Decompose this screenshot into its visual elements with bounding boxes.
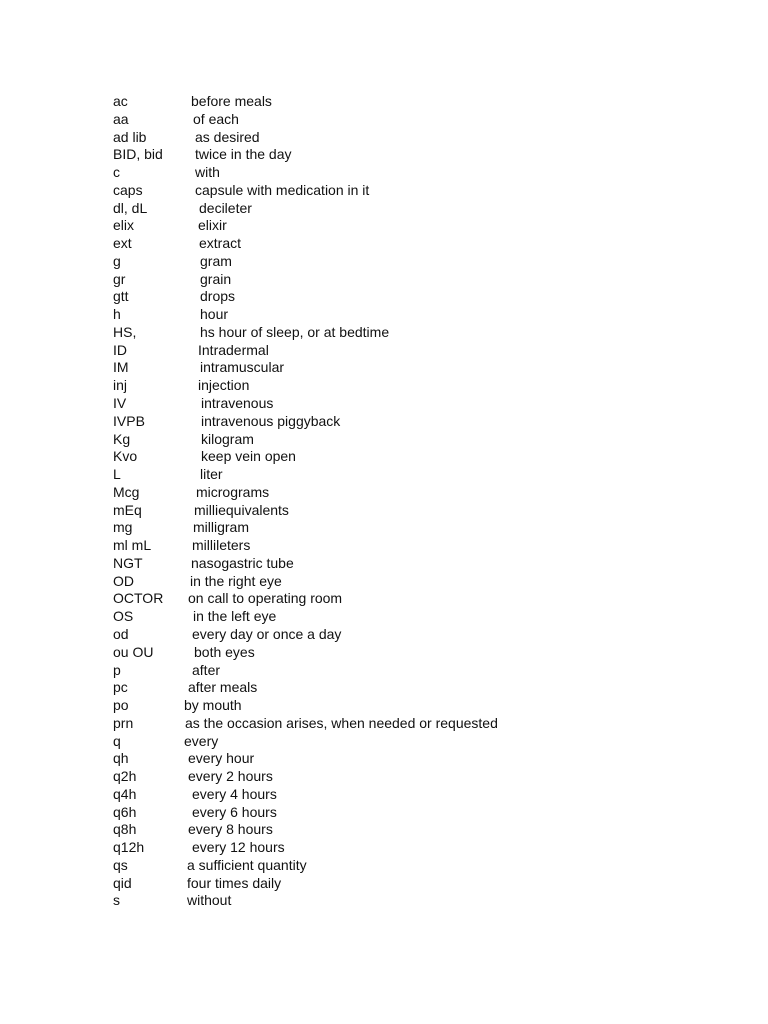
abbreviation: q4h bbox=[113, 785, 137, 802]
abbreviation: NGT bbox=[113, 554, 143, 571]
list-item bbox=[113, 857, 673, 875]
abbreviation: mg bbox=[113, 519, 133, 536]
list-item bbox=[113, 875, 673, 893]
meaning: intravenous piggyback bbox=[201, 412, 341, 429]
meaning: capsule with medication in it bbox=[195, 181, 370, 198]
list-item bbox=[113, 466, 673, 484]
list-item bbox=[113, 448, 673, 466]
abbreviation: elix bbox=[113, 217, 135, 234]
list-item bbox=[113, 93, 673, 111]
list-item bbox=[113, 431, 673, 449]
abbreviation: L bbox=[113, 466, 121, 483]
abbreviation: q6h bbox=[113, 803, 137, 820]
list-item bbox=[113, 502, 673, 520]
abbreviation: ad lib bbox=[113, 128, 147, 145]
meaning: elixir bbox=[198, 217, 227, 234]
list-item bbox=[113, 271, 673, 289]
list-item bbox=[113, 590, 673, 608]
abbreviation: q12h bbox=[113, 839, 145, 856]
meaning: with bbox=[195, 164, 220, 181]
list-item bbox=[113, 146, 673, 164]
list-item bbox=[113, 555, 673, 573]
meaning: every 4 hours bbox=[192, 785, 277, 802]
abbreviation: ID bbox=[113, 341, 127, 358]
abbreviation: ac bbox=[113, 93, 128, 109]
abbreviation: g bbox=[113, 252, 121, 269]
list-item bbox=[113, 750, 673, 768]
abbreviation: Mcg bbox=[113, 483, 140, 500]
list-item bbox=[113, 235, 673, 253]
list-item bbox=[113, 644, 673, 662]
meaning: keep vein open bbox=[201, 448, 296, 465]
list-item bbox=[113, 733, 673, 751]
list-item bbox=[113, 662, 673, 680]
abbreviation: inj bbox=[113, 377, 128, 394]
meaning: extract bbox=[199, 235, 242, 252]
meaning: every hour bbox=[188, 750, 255, 767]
meaning: decileter bbox=[199, 199, 252, 216]
list-item bbox=[113, 484, 673, 502]
abbreviation: gtt bbox=[113, 288, 129, 305]
abbreviation: caps bbox=[113, 181, 143, 198]
list-item bbox=[113, 786, 673, 804]
abbreviation: ext bbox=[113, 235, 132, 252]
meaning: milligram bbox=[193, 519, 249, 536]
meaning: every 2 hours bbox=[188, 768, 273, 785]
meaning: every day or once a day bbox=[192, 625, 342, 642]
abbreviation: HS, bbox=[113, 323, 137, 340]
list-item bbox=[113, 573, 673, 591]
meaning: in the left eye bbox=[193, 608, 277, 625]
abbreviation: mEq bbox=[113, 501, 142, 518]
list-item bbox=[113, 217, 673, 235]
list-item bbox=[113, 359, 673, 377]
meaning: as desired bbox=[195, 128, 260, 145]
meaning: every 6 hours bbox=[192, 803, 277, 820]
abbreviation: gr bbox=[113, 270, 126, 287]
abbreviation: aa bbox=[113, 110, 129, 127]
abbreviation: h bbox=[113, 306, 121, 323]
abbreviation: BID, bid bbox=[113, 146, 163, 163]
list-item bbox=[113, 200, 673, 218]
meaning: milliequivalents bbox=[194, 501, 289, 518]
list-item bbox=[113, 608, 673, 626]
list-item bbox=[113, 306, 673, 324]
list-item bbox=[113, 892, 673, 910]
list-item bbox=[113, 111, 673, 129]
abbreviation: ou OU bbox=[113, 643, 154, 660]
meaning: gram bbox=[200, 252, 232, 269]
meaning: as the occasion arises, when needed or requested bbox=[185, 714, 498, 731]
meaning: injection bbox=[198, 377, 250, 394]
abbreviation: IVPB bbox=[113, 412, 145, 429]
list-item bbox=[113, 679, 673, 697]
list-item bbox=[113, 821, 673, 839]
abbreviation: s bbox=[113, 892, 120, 909]
meaning: liter bbox=[200, 466, 223, 483]
meaning: Intradermal bbox=[198, 341, 269, 358]
list-item bbox=[113, 768, 673, 786]
meaning: before meals bbox=[191, 93, 272, 109]
meaning: drops bbox=[200, 288, 236, 305]
abbreviation: Kg bbox=[113, 430, 131, 447]
abbreviation-list bbox=[113, 93, 673, 910]
meaning: of each bbox=[193, 110, 239, 127]
meaning: every 12 hours bbox=[192, 839, 285, 856]
list-item bbox=[113, 839, 673, 857]
meaning: a sufficient quantity bbox=[187, 856, 307, 873]
list-item bbox=[113, 697, 673, 715]
meaning: without bbox=[187, 892, 232, 909]
list-item bbox=[113, 395, 673, 413]
abbreviation: OCTOR bbox=[113, 590, 164, 607]
abbreviation: qid bbox=[113, 874, 132, 891]
abbreviation: qs bbox=[113, 856, 128, 873]
meaning: hour bbox=[200, 306, 229, 323]
meaning: four times daily bbox=[187, 874, 282, 891]
abbreviation: OS bbox=[113, 608, 134, 625]
meaning: intramuscular bbox=[200, 359, 285, 376]
meaning: both eyes bbox=[194, 643, 255, 660]
abbreviation: dl, dL bbox=[113, 199, 148, 216]
abbreviation: po bbox=[113, 697, 129, 714]
abbreviation: ml mL bbox=[113, 537, 152, 554]
meaning: intravenous bbox=[201, 395, 274, 412]
meaning: in the right eye bbox=[190, 572, 282, 589]
list-item bbox=[113, 324, 673, 342]
abbreviation: c bbox=[113, 164, 120, 181]
meaning: millileters bbox=[192, 537, 251, 554]
list-item bbox=[113, 519, 673, 537]
meaning: after meals bbox=[188, 679, 258, 696]
abbreviation: OD bbox=[113, 572, 134, 589]
meaning: every bbox=[184, 732, 219, 749]
list-item bbox=[113, 377, 673, 395]
list-item bbox=[113, 164, 673, 182]
abbreviation: IM bbox=[113, 359, 129, 376]
meaning: every 8 hours bbox=[188, 821, 273, 838]
meaning: twice in the day bbox=[195, 146, 292, 163]
abbreviation: IV bbox=[113, 395, 127, 412]
abbreviation: Kvo bbox=[113, 448, 138, 465]
meaning: on call to operating room bbox=[188, 590, 343, 607]
meaning: grain bbox=[200, 270, 232, 287]
abbreviation: od bbox=[113, 625, 129, 642]
meaning: by mouth bbox=[184, 697, 242, 714]
list-item bbox=[113, 626, 673, 644]
abbreviation: p bbox=[113, 661, 121, 678]
abbreviation: q8h bbox=[113, 821, 137, 838]
list-item bbox=[113, 342, 673, 360]
list-item bbox=[113, 413, 673, 431]
list-item bbox=[113, 288, 673, 306]
abbreviation: pc bbox=[113, 679, 128, 696]
abbreviation: q bbox=[113, 732, 121, 749]
list-item bbox=[113, 182, 673, 200]
list-item bbox=[113, 253, 673, 271]
meaning: after bbox=[192, 661, 221, 678]
abbreviation: qh bbox=[113, 750, 129, 767]
meaning: micrograms bbox=[196, 483, 270, 500]
abbreviation: prn bbox=[113, 714, 134, 731]
meaning: nasogastric tube bbox=[191, 554, 294, 571]
meaning: hs hour of sleep, or at bedtime bbox=[200, 323, 390, 340]
list-item bbox=[113, 537, 673, 555]
list-item bbox=[113, 804, 673, 822]
list-item bbox=[113, 715, 673, 733]
list-item bbox=[113, 129, 673, 147]
meaning: kilogram bbox=[201, 430, 254, 447]
abbreviation: q2h bbox=[113, 768, 137, 785]
